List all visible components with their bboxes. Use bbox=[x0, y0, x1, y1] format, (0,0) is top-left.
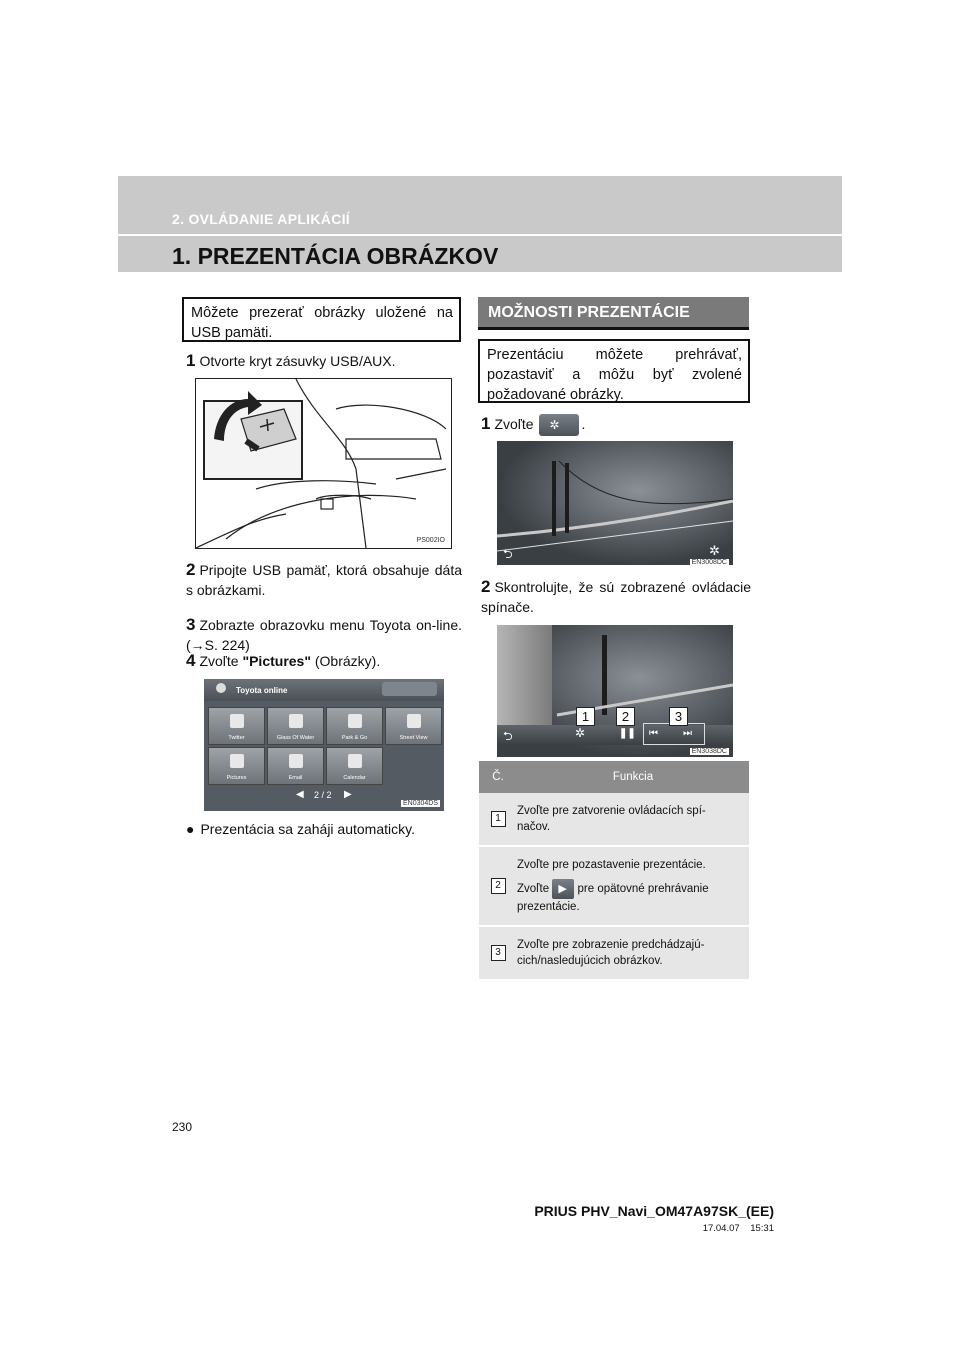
image-code: EN3038DC bbox=[691, 748, 727, 755]
functions-table bbox=[479, 761, 749, 979]
gear-icon[interactable]: ✲ bbox=[709, 543, 720, 558]
image-code: EN3008DC bbox=[691, 559, 727, 565]
row-function: Zvoľte pre zobrazenie predchádzajú- cich/nasledujúcich obrázkov. bbox=[517, 939, 705, 967]
bridge-photo bbox=[497, 441, 733, 565]
person-icon bbox=[407, 714, 421, 728]
step-number: 4 bbox=[186, 651, 196, 670]
step-text: Skontrolujte, že sú zobrazené ovládacie spínače. bbox=[481, 579, 751, 615]
step-number: 2 bbox=[481, 577, 491, 596]
step-text-pre: Zvoľte bbox=[494, 416, 534, 432]
bullet-icon: ● bbox=[186, 821, 195, 837]
col-header-function: Funkcia bbox=[612, 771, 654, 783]
tile-pictures[interactable]: Pictures bbox=[208, 747, 265, 785]
table-row bbox=[479, 793, 749, 846]
step-number: 2 bbox=[186, 560, 196, 579]
intro-text: Prezentáciu môžete prehrávať, pozastaviť a môžu byť zvolené požadované obrázky. bbox=[487, 347, 742, 403]
row-function: Zvoľte pre pozastavenie prezentácie. Zvoľte ▶ pre opätovné prehrávanie prezentácie. bbox=[517, 859, 709, 913]
step-4 bbox=[186, 651, 462, 671]
step-2 bbox=[186, 560, 462, 600]
table-row bbox=[479, 846, 749, 926]
footer-date: 17.04.07 15:31 bbox=[702, 1223, 774, 1234]
callout-2: 2 bbox=[616, 707, 635, 726]
row-number: 2 bbox=[479, 846, 517, 926]
pause-icon[interactable]: ❚❚ bbox=[619, 728, 636, 739]
back-icon[interactable]: ⮌ bbox=[503, 729, 513, 743]
options-button-icon bbox=[539, 414, 579, 436]
intro-box bbox=[182, 297, 461, 342]
step-text: Otvorte kryt zásuvky USB/AUX. bbox=[199, 353, 396, 369]
step-text-bold: "Pictures" bbox=[242, 653, 311, 669]
slideshow-screenshot bbox=[497, 441, 733, 565]
glass-icon bbox=[289, 714, 303, 728]
tile-glass-of-water[interactable]: Glass Of Water bbox=[267, 707, 324, 745]
tile-street-view[interactable]: Street View bbox=[385, 707, 442, 745]
footer-model: PRIUS PHV_Navi_OM47A97SK_(EE) bbox=[534, 1203, 774, 1219]
next-page-icon[interactable]: ▶ bbox=[344, 789, 352, 800]
step-number: 1 bbox=[481, 414, 491, 433]
right-step-2 bbox=[481, 577, 751, 617]
image-code: PS002IO bbox=[416, 537, 445, 544]
gear-icon[interactable]: ✲ bbox=[575, 726, 586, 740]
step-number: 1 bbox=[186, 351, 196, 370]
row-function: Zvoľte pre zatvorenie ovládacích spí- načov. bbox=[517, 805, 706, 833]
table-header bbox=[479, 761, 749, 793]
usb-cover-illustration bbox=[195, 378, 452, 549]
header-divider bbox=[118, 234, 842, 236]
right-step-1: 1 Zvoľte ✲ . bbox=[481, 414, 751, 436]
table-row bbox=[479, 926, 749, 979]
step-text-pre: Zvoľte bbox=[199, 653, 243, 669]
prev-page-icon[interactable]: ◀ bbox=[296, 789, 304, 800]
pager: 2 / 2 bbox=[314, 790, 332, 800]
step-number: 3 bbox=[186, 615, 196, 634]
calendar-icon bbox=[348, 754, 362, 768]
parking-icon bbox=[348, 714, 362, 728]
step-text-post: (Obrázky). bbox=[310, 653, 381, 669]
toyota-online-screenshot bbox=[204, 679, 444, 811]
slideshow-controls-screenshot bbox=[497, 625, 733, 757]
section-title: 2. OVLÁDANIE APLIKÁCIÍ bbox=[172, 211, 350, 227]
pictures-icon bbox=[230, 754, 244, 768]
next-icon[interactable]: ⏭ bbox=[683, 728, 692, 739]
tile-calendar[interactable]: Calendar bbox=[326, 747, 383, 785]
col-header-number: Č. bbox=[492, 771, 504, 783]
play-icon: ▶ bbox=[558, 883, 567, 895]
intro-text: Môžete prezerať obrázky uložené na USB pamäti. bbox=[191, 305, 453, 341]
callout-frame bbox=[643, 723, 705, 745]
page-title: 1. PREZENTÁCIA OBRÁZKOV bbox=[172, 243, 499, 269]
tile-twitter[interactable]: Twitter bbox=[208, 707, 265, 745]
row-number: 3 bbox=[479, 926, 517, 979]
callout-1: 1 bbox=[576, 707, 595, 726]
image-code: EN0304DS bbox=[402, 800, 438, 807]
previous-icon[interactable]: ⏮ bbox=[649, 728, 658, 739]
step-text: Pripojte USB pamäť, ktorá obsahuje dáta s obrázkami. bbox=[186, 562, 462, 598]
bullet-text: Prezentácia sa zaháji automaticky. bbox=[200, 821, 415, 837]
twitter-icon bbox=[230, 714, 244, 728]
tile-park-go[interactable]: Park & Go bbox=[326, 707, 383, 745]
step-1 bbox=[186, 351, 462, 371]
callout-3: 3 bbox=[669, 707, 688, 726]
bullet-note bbox=[186, 819, 462, 839]
cloud-icon bbox=[216, 683, 226, 693]
step-text: Zobrazte obrazovku menu Toyota on-line. (→S. 224) bbox=[186, 617, 462, 653]
step-3 bbox=[186, 615, 462, 655]
screen-title: Toyota online bbox=[236, 686, 288, 695]
tile-email[interactable]: Email bbox=[267, 747, 324, 785]
intro-box-right bbox=[478, 339, 750, 403]
play-button-icon bbox=[552, 879, 574, 899]
row-number: 1 bbox=[479, 793, 517, 846]
back-icon[interactable]: ⮌ bbox=[503, 547, 513, 561]
status-bar bbox=[382, 682, 437, 696]
sub-heading-rule bbox=[478, 327, 749, 330]
email-icon bbox=[289, 754, 303, 768]
page-number: 230 bbox=[172, 1120, 193, 1134]
gear-icon: ✲ bbox=[549, 418, 560, 433]
sub-heading: MOŽNOSTI PREZENTÁCIE bbox=[478, 297, 749, 329]
usb-cover-drawing bbox=[196, 379, 451, 548]
